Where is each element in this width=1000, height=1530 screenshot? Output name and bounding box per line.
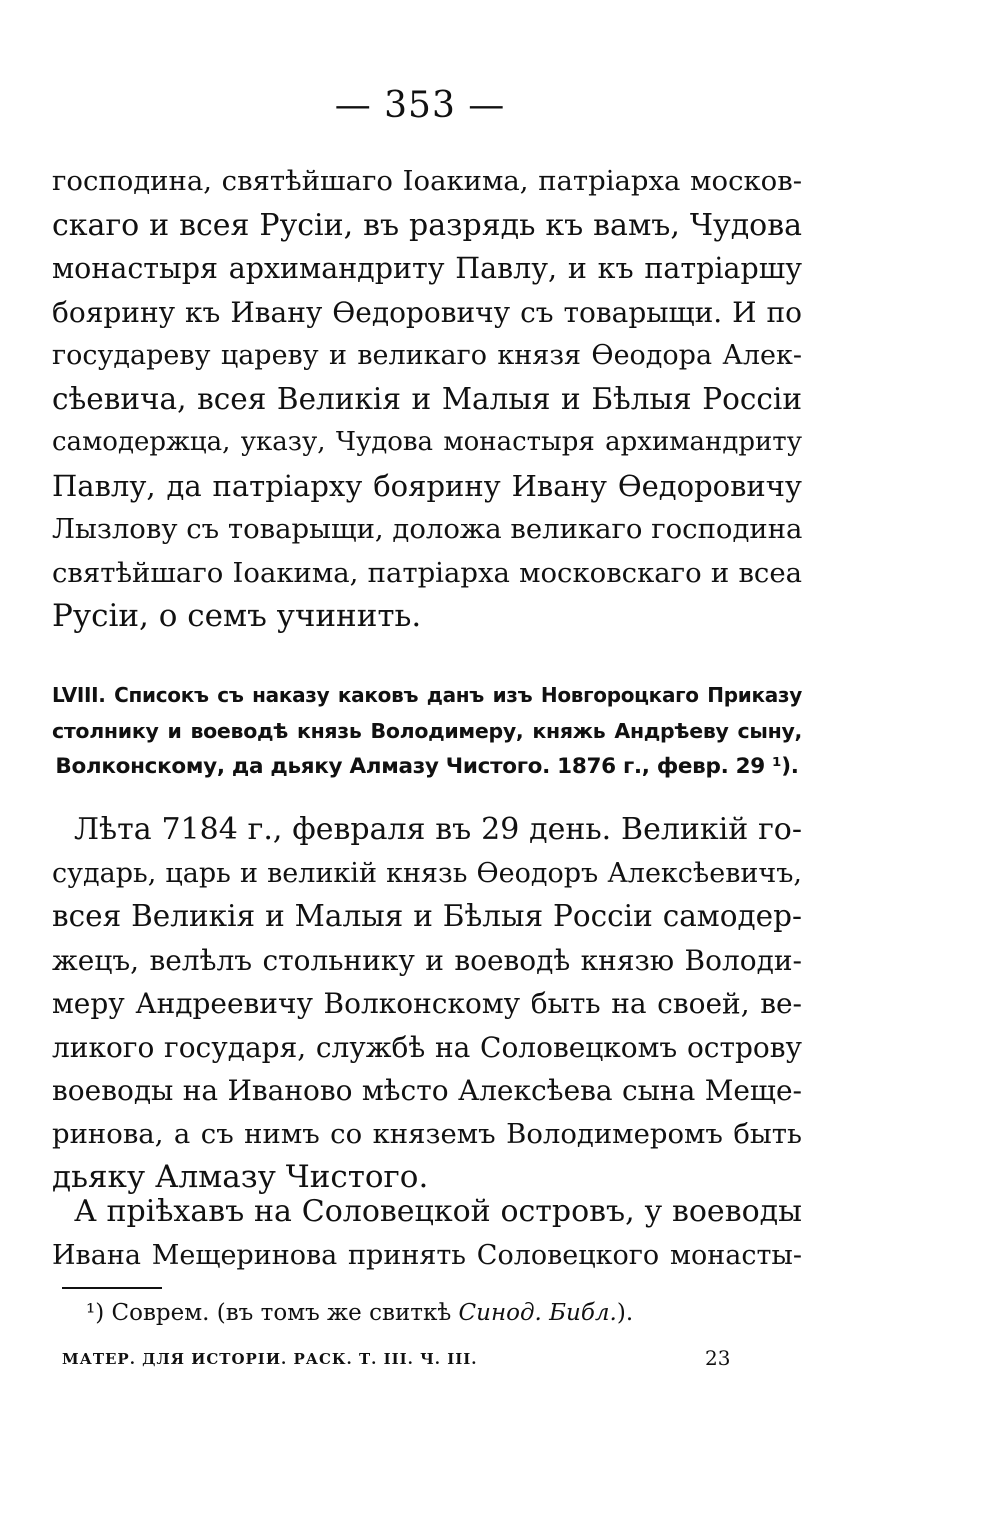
- footnote-rule: [62, 1287, 162, 1289]
- page-number: — 353 —: [334, 85, 506, 126]
- text-line: Русіи, о семъ учинить.: [52, 598, 422, 634]
- text-line: Лызлову съ товарыщи, доложа великаго господина: [52, 513, 803, 545]
- paragraph-continuation: [52, 160, 802, 639]
- printer-signature: МАТЕР. ДЛЯ ИСТОРІИ. РАСК. Т. III. Ч. III.: [62, 1350, 478, 1368]
- text-line: ликого государя, службѣ на Соловецкомъ острову: [52, 1030, 802, 1064]
- paragraph-main: [52, 808, 802, 1200]
- text-line: Павлу, да патріарху боярину Ивану Өедоровичу: [52, 468, 802, 503]
- footnote-text: Соврем. (въ томъ же свиткѣ: [104, 1300, 459, 1326]
- text-line: скаго и всея Русіи, въ разрядь къ вамъ, Чудова: [52, 207, 802, 243]
- text-line: сѣевича, всея Великія и Малыя и Бѣлыя Россіи: [52, 381, 802, 416]
- footnote-text-end: ).: [616, 1300, 634, 1326]
- text-line: А пріѣхавъ на Соловецкой островъ, у воеводы: [74, 1194, 802, 1229]
- footnote-marker: ¹): [86, 1300, 105, 1326]
- heading-line: LVIII. Списокъ съ наказу каковъ данъ изъ Новгороцкаго Приказу: [52, 683, 802, 707]
- sheet-number: 23: [705, 1346, 731, 1370]
- text-line: государеву цареву и великаго князя Өеодора Алек-: [52, 340, 802, 371]
- text-line: дьяку Алмазу Чистого.: [52, 1159, 429, 1195]
- footnote-italic-text: Синод. Библ.: [458, 1300, 617, 1326]
- text-line: воеводы на Ивановo мѣсто Алексѣева сына Меще-: [52, 1074, 802, 1107]
- text-line: самодержца, указу, Чудова монастыря архимандриту: [52, 427, 802, 457]
- text-line: Лѣта 7184 г., февраля въ 29 день. Великій го-: [74, 812, 802, 847]
- text-line: всея Великія и Малыя и Бѣлыя Россіи самодер-: [52, 899, 802, 933]
- text-line: Ивана Мещеринова принять Соловецкого монасты-: [52, 1239, 802, 1271]
- text-line: ринова, а съ нимъ со княземъ Володимеромъ быть: [52, 1117, 802, 1150]
- text-line: святѣйшаго Іоакима, патріарха московскаго и всеа: [52, 556, 802, 589]
- text-line: жецъ, велѣлъ стольнику и воеводѣ князю Володи-: [52, 943, 802, 977]
- heading-line: Волконскому, да дьяку Алмазу Чистого. 1876 г., февр. 29 ¹).: [55, 754, 799, 779]
- paragraph-next: [52, 1190, 802, 1277]
- text-line: сударь, царь и великій князь Өеодоръ Алексѣевичъ,: [52, 857, 802, 889]
- text-line: господина, святѣйшаго Іоакима, патріарха москов-: [52, 165, 802, 197]
- text-line: монастыря архимандриту Павлу, и къ патріаршу: [52, 252, 802, 285]
- heading-line: столнику и воеводѣ князь Володимеру, княжь Андрѣеву сыну,: [52, 719, 802, 743]
- text-line: боярину къ Ивану Өедоровичу съ товарыщи. И по: [52, 295, 802, 329]
- text-line: меру Андреевичу Волконскому быть на своей, ве-: [52, 987, 802, 1020]
- footnote: [86, 1300, 633, 1326]
- section-heading: [52, 677, 802, 785]
